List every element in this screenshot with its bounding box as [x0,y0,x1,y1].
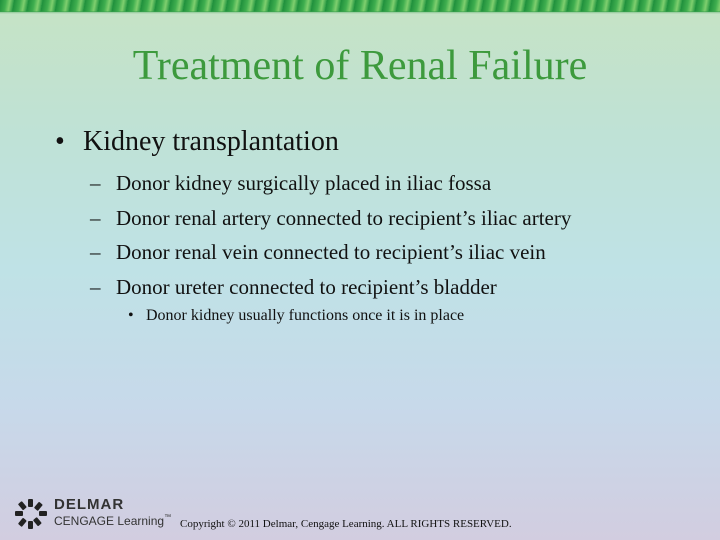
bullet-symbol: • [128,307,134,324]
logo-cengage-label: CENGAGE Learning [54,514,165,528]
copyright-notice: Copyright © 2011 Delmar, Cengage Learning. ALL RIGHTS RESERVED. [180,518,512,530]
logo-cengage-text [54,514,171,528]
sub-bullet-item [90,274,571,309]
decorative-top-band [0,0,720,12]
sub-bullet-text: Donor renal vein connected to recipient’s iliac vein [116,240,546,264]
logo-delmar-text: DELMAR [54,496,125,513]
sub-bullet-text: Donor kidney surgically placed in iliac fossa [116,171,492,195]
main-bullet-text: Kidney transplantation [83,126,339,157]
third-level-text: Donor kidney usually functions once it is in place [146,307,465,324]
bullet-symbol: • [55,126,65,157]
trademark-symbol: ™ [164,514,172,521]
dash-symbol: – [90,274,101,299]
sub-bullet-text: Donor renal artery connected to recipient’s iliac artery [116,205,572,230]
logo-mark-icon [14,498,48,530]
sub-bullet-item [90,239,571,274]
sub-bullet-text: Donor ureter connected to recipient’s bladder [116,274,497,299]
dash-symbol: – [90,205,101,230]
main-bullet [55,126,339,158]
slide-title: Treatment of Renal Failure [132,43,588,89]
sub-bullet-item [90,170,571,205]
dash-symbol: – [90,240,101,264]
sub-bullet-list [90,170,571,308]
sub-bullet-item [90,205,571,240]
delmar-cengage-logo [14,496,184,532]
dash-symbol: – [90,171,101,195]
third-level-bullet [128,307,464,325]
